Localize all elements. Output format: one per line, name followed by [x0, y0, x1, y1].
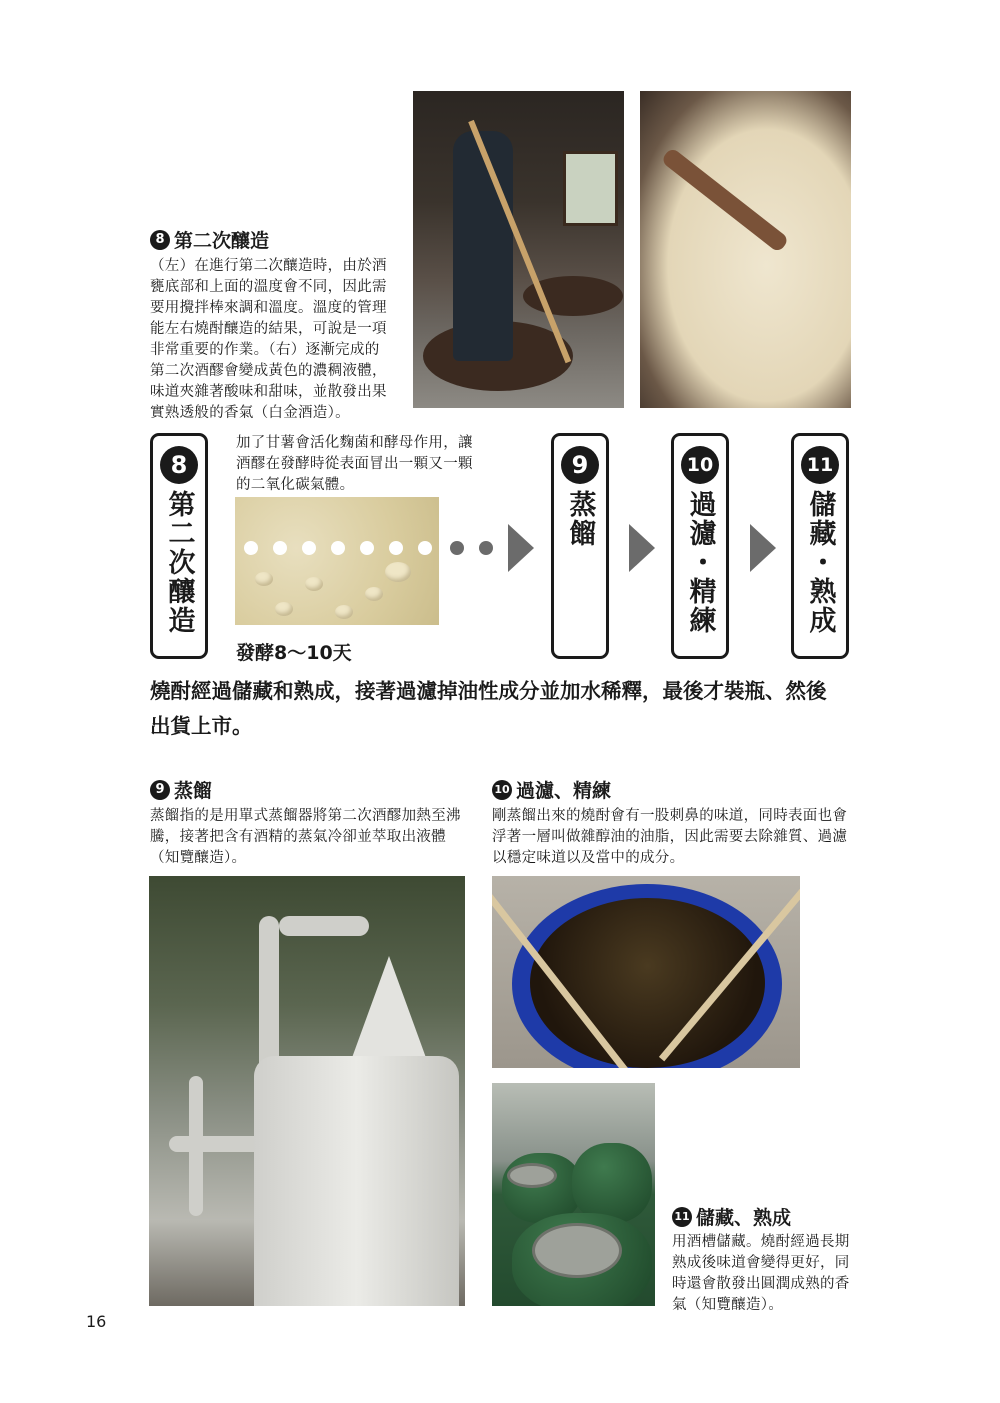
tank-lid	[532, 1223, 622, 1278]
step-10-box	[671, 433, 729, 659]
step-11-number: 11	[801, 446, 839, 484]
pipe	[279, 916, 369, 936]
text-line: （知覽釀造）。	[150, 850, 247, 866]
step-8-label: 第二次釀造	[163, 490, 195, 635]
section-8-title: 第二次釀造	[174, 230, 270, 252]
dot	[389, 541, 403, 555]
step-10-label: 過濾・精練	[684, 490, 716, 635]
step-10-number: 10	[681, 446, 719, 484]
text-line: 燒酎經過儲藏和熟成，接著過濾掉油性成分並加水稀釋，最後才裝瓶、然後	[150, 679, 827, 703]
summary-text	[150, 674, 860, 744]
still-tank	[254, 1056, 459, 1306]
window-shape	[563, 151, 618, 226]
photo-storage-tanks	[492, 1083, 655, 1306]
page-number: 16	[86, 1312, 107, 1331]
flow-arrow-icon	[750, 524, 776, 572]
text-line: 非常重要的作業。（右）逐漸完成的	[150, 342, 380, 358]
section-8-body	[150, 256, 387, 424]
photo-stirring-worker	[413, 91, 624, 408]
text-line: 甕底部和上面的溫度會不同，因此需	[150, 279, 387, 295]
text-line: 騰，接著把含有酒精的蒸氣冷卻並萃取出液體	[150, 829, 446, 845]
bubble	[335, 605, 353, 619]
section-8-number: 8	[150, 230, 170, 250]
bubble	[275, 602, 293, 616]
bubble	[255, 572, 273, 586]
section-9-number: 9	[150, 780, 170, 800]
section-11-number: 11	[672, 1207, 692, 1227]
flow-arrow-icon	[629, 524, 655, 572]
step-8-number: 8	[160, 446, 198, 484]
tank-lid	[507, 1163, 557, 1188]
section-9-title: 蒸餾	[174, 780, 213, 802]
step-9-number: 9	[561, 446, 599, 484]
text-line: 酒醪在發酵時從表面冒出一顆又一顆	[236, 456, 473, 472]
dot	[479, 541, 493, 555]
bubble	[385, 562, 411, 582]
dot	[331, 541, 345, 555]
step-8-box	[150, 433, 208, 659]
text-line: 加了甘薯會活化麴菌和酵母作用，讓	[236, 435, 473, 451]
ferment-duration: 發酵8～10天	[236, 642, 352, 664]
text-line: 實熟透般的香氣（白金酒造）。	[150, 405, 350, 421]
dot	[302, 541, 316, 555]
dot	[273, 541, 287, 555]
section-10-heading	[492, 776, 611, 803]
section-10-title: 過濾、精練	[516, 780, 612, 802]
bubble	[365, 587, 383, 601]
section-8-heading	[150, 226, 269, 253]
section-9-body	[150, 806, 461, 869]
step-11-label: 儲藏・熟成	[804, 490, 836, 635]
text-line: 出貨上市。	[150, 714, 253, 738]
bubble	[305, 577, 323, 591]
dot	[360, 541, 374, 555]
pipe	[259, 916, 279, 1076]
text-line: 熟成後味道會變得更好，同	[672, 1255, 850, 1271]
dot	[450, 541, 464, 555]
photo-mash-closeup	[640, 91, 851, 408]
still-cone	[349, 956, 429, 1066]
photo-filtering-vat	[492, 876, 800, 1068]
dot	[244, 541, 258, 555]
text-line: 用酒槽儲藏。燒酎經過長期	[672, 1234, 850, 1250]
step-9-box	[551, 433, 609, 659]
text-line: 蒸餾指的是用單式蒸餾器將第二次酒醪加熱至沸	[150, 808, 461, 824]
step-11-box	[791, 433, 849, 659]
photo-fermentation-bubbles	[235, 497, 439, 625]
text-line: 味道夾雜著酸味和甜味，並散發出果	[150, 384, 387, 400]
text-line: 的二氧化碳氣體。	[236, 477, 355, 493]
text-line: 以穩定味道以及當中的成分。	[492, 850, 685, 866]
flow-arrow-icon	[508, 524, 534, 572]
section-10-body	[492, 806, 847, 869]
photo-pot-still	[149, 876, 465, 1306]
step-9-label: 蒸餾	[564, 490, 596, 548]
section-11-heading	[672, 1203, 791, 1230]
text-line: （左）在進行第二次釀造時，由於酒	[150, 258, 387, 274]
text-line: 第二次酒醪會變成黃色的濃稠液體，	[150, 363, 387, 379]
stirring-stick	[660, 147, 789, 254]
dot	[418, 541, 432, 555]
text-line: 要用攪拌棒來調和溫度。溫度的管理	[150, 300, 387, 316]
text-line: 剛蒸餾出來的燒酎會有一股刺鼻的味道，同時表面也會	[492, 808, 848, 824]
tank-shape	[572, 1143, 652, 1223]
flow-note	[236, 433, 473, 496]
text-line: 浮著一層叫做雜醇油的油脂，因此需要去除雜質、過濾	[492, 829, 848, 845]
worker-figure	[453, 131, 513, 361]
section-9-heading	[150, 776, 212, 803]
text-line: 時還會散發出圓潤成熟的香	[672, 1276, 850, 1292]
pipe	[189, 1076, 203, 1216]
text-line: 氣（知覽釀造）。	[672, 1297, 784, 1313]
section-11-body	[672, 1232, 850, 1316]
section-10-number: 10	[492, 780, 512, 800]
text-line: 能左右燒酎釀造的結果，可說是一項	[150, 321, 387, 337]
section-11-title: 儲藏、熟成	[696, 1207, 792, 1229]
